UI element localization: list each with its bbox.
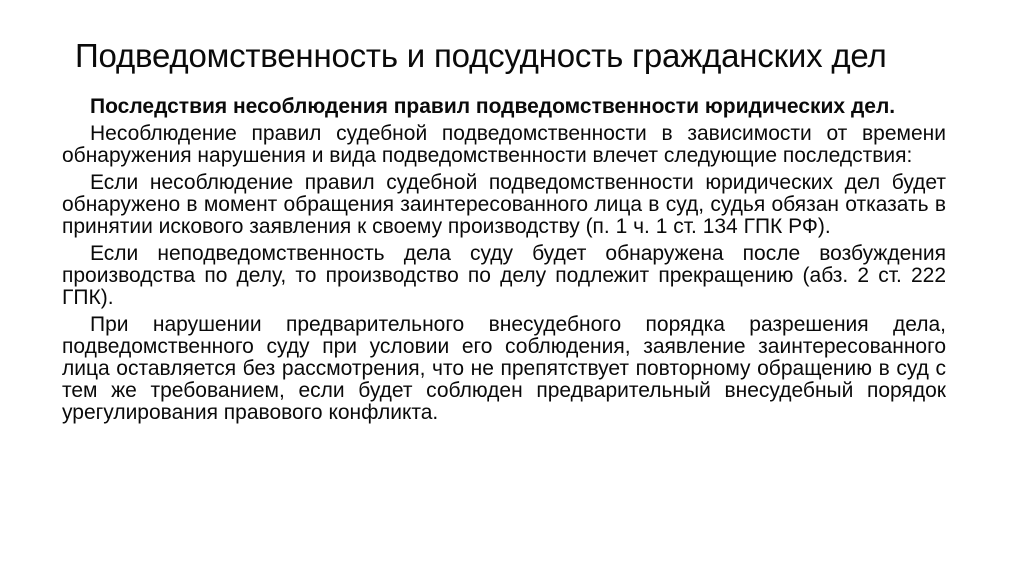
body-paragraph: Несоблюдение правил судебной подведомственности в зависимости от времени обнаружения нарушения и вида подведомственности влечет следующие последствия:	[62, 122, 946, 167]
body-paragraph: При нарушении предварительного внесудебного порядка разрешения дела, подведомственного суду при условии его соблюдения, заявление заинтересованного лица оставляется без рассмотрения, что не препятствует повторному обращению в суд с тем же требованием, если будет соблюден предварительный внесудебный порядок урегулирования правового конфликта.	[62, 313, 946, 424]
slide-body	[62, 96, 946, 429]
body-paragraph-lead: Последствия несоблюдения правил подведомственности юридических дел.	[90, 95, 896, 118]
body-paragraph: Если несоблюдение правил судебной подведомственности юридических дел будет обнаружено в момент обращения заинтересованного лица в суд, судья обязан отказать в принятии искового заявления к своему производству (п. 1 ч. 1 ст. 134 ГПК РФ).	[62, 171, 946, 238]
slide-title: Подведомственность и подсудность гражданских дел	[75, 37, 887, 74]
body-paragraph: Если неподведомственность дела суду будет обнаружена после возбуждения производства по делу, то производство по делу подлежит прекращению (абз. 2 ст. 222 ГПК).	[62, 242, 946, 309]
